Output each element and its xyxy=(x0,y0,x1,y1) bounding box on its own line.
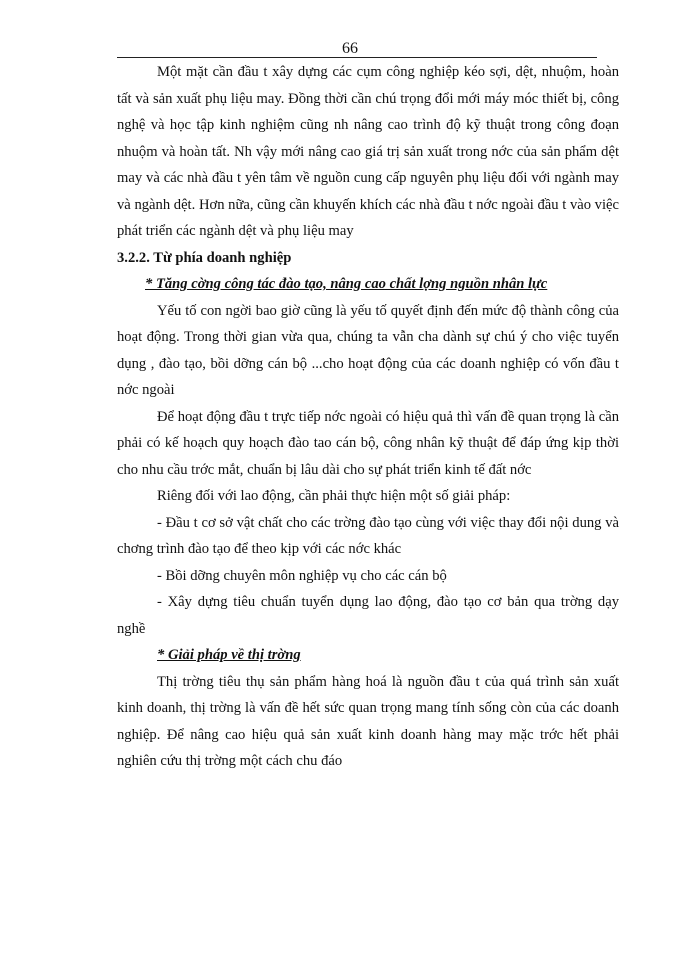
body-text xyxy=(117,59,619,775)
bullet-recruitment-standards: - Xây dựng tiêu chuẩn tuyển dụng lao động, đào tạo cơ bản qua trờng dạy nghề xyxy=(117,594,619,637)
paragraph-human-factor: Yếu tố con ngời bao giờ cũng là yếu tố quyết định đến mức độ thành công của hoạt động. Trong thời gian vừa qua, chúng ta vẫn cha dành sự chú ý cho việc tuyển dụng , đào tạo, bồi dỡng cán bộ ...cho hoạt động của các doanh nghiệp có vốn đầu t nớc ngoài xyxy=(117,302,619,398)
paragraph-market: Thị trờng tiêu thụ sản phẩm hàng hoá là nguồn đầu t của quá trình sản xuất kinh doanh, thị trờng là vấn đề hết sức quan trọng mang tính sống còn của các doanh nghiệp. Để nâng cao hiệu quả sản xuất kinh doanh hàng may mặc trớc hết phải nghiên cứu thị trờng một cách chu đáo xyxy=(117,673,619,769)
header-rule xyxy=(117,57,597,58)
page-number: 66 xyxy=(342,40,358,57)
subheading-market: * Giải pháp về thị trờng xyxy=(157,647,301,663)
bullet-infrastructure: - Đầu t cơ sở vật chất cho các trờng đào tạo cùng với việc thay đổi nội dung và chơng trình đào tạo để theo kịp với các nớc khác xyxy=(117,514,619,557)
bullet-professional-training: - Bồi dỡng chuyên môn nghiệp vụ cho các cán bộ xyxy=(157,567,447,584)
paragraph-training-plan: Để hoạt động đầu t trực tiếp nớc ngoài có hiệu quả thì vấn đề quan trọng là cần phải có kế hoạch quy hoạch đào tao cán bộ, công nhân kỹ thuật để đáp ứng kịp thời cho nhu cầu trớc mắt, chuẩn bị lâu dài cho sự phát triển kinh tế đất nớc xyxy=(117,408,619,478)
paragraph-intro: Một mặt cần đầu t xây dựng các cụm công nghiệp kéo sợi, dệt, nhuộm, hoàn tất và sản xuất phụ liệu may. Đồng thời cần chú trọng đổi mới máy móc thiết bị, công nghệ và học tập kinh nghiệm cũng nh nâng cao trình độ kỹ thuật trong công đoạn nhuộm và hoàn tất. Nh vậy mới nâng cao giá trị sản xuất trong nớc của sản phẩm dệt may và các nhà đầu t yên tâm về nguồn cung cấp nguyên phụ liệu đối với ngành may và ngành dệt. Hơn nữa, cũng cần khuyến khích các nhà đầu t nớc ngoài đầu t vào việc phát triển các ngành dệt và phụ liệu may xyxy=(117,64,619,239)
subheading-training: * Tăng cờng công tác đào tạo, nâng cao chất lợng nguồn nhân lực xyxy=(145,276,548,292)
paragraph-labor-solutions: Riêng đối với lao động, cần phải thực hiện một số giải pháp: xyxy=(157,488,511,504)
section-heading: 3.2.2. Từ phía doanh nghiệp xyxy=(117,249,292,266)
